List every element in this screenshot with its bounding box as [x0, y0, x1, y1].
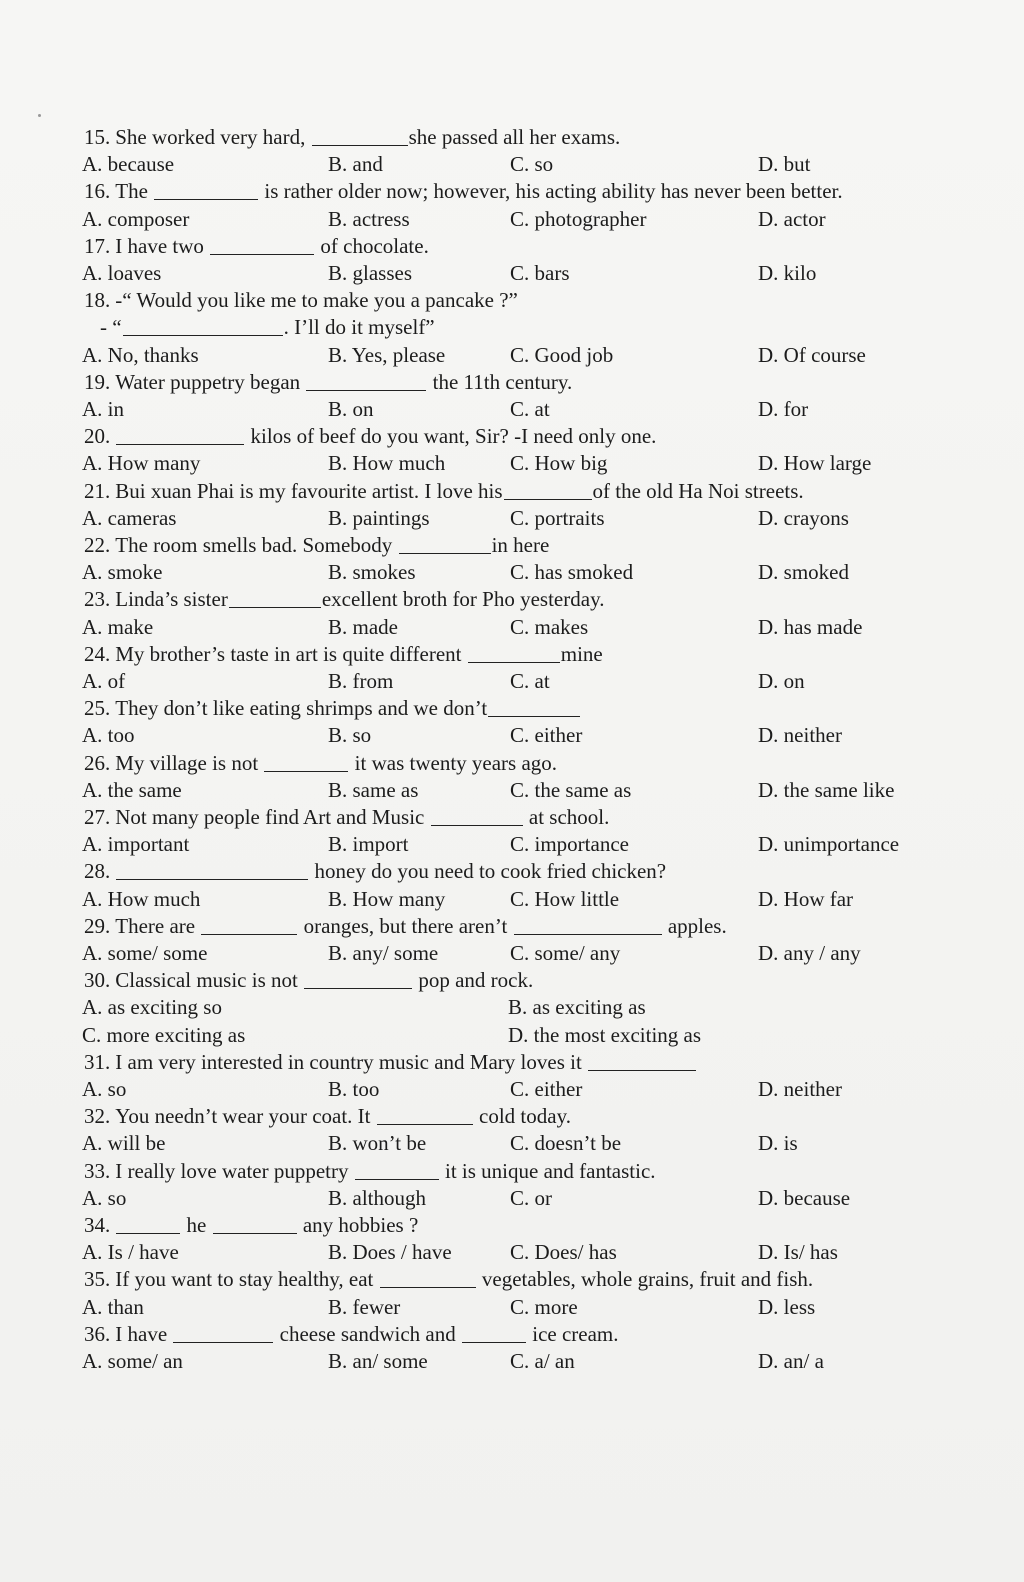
answer-option[interactable]: D. has made [758, 614, 863, 639]
answer-option[interactable]: A. cameras [82, 505, 177, 530]
answer-option[interactable]: D. kilo [758, 261, 817, 285]
question-text: is rather older now; however, his acting ability has never been better. [259, 179, 843, 204]
answer-blank[interactable] [468, 642, 560, 663]
question-text: They don’t like eating shrimps and we don’t [115, 696, 488, 721]
question-number: 29. [84, 913, 111, 938]
answer-option[interactable]: C. portraits [510, 505, 605, 530]
question-number: 24. [84, 641, 111, 666]
question-reply [100, 314, 435, 341]
answer-option[interactable]: A. Is / have [82, 1240, 179, 1265]
question-text: I really love water puppetry [115, 1158, 354, 1183]
question-text: Linda’s sister [115, 587, 228, 612]
answer-option[interactable]: A. as exciting so [82, 995, 222, 1020]
question-text: - “ [100, 315, 122, 340]
answer-option[interactable]: B. actress [328, 206, 410, 231]
question-number: 31. [84, 1049, 111, 1074]
question-text: If you want to stay healthy, eat [115, 1267, 379, 1292]
answer-blank[interactable] [210, 234, 314, 255]
answer-option[interactable]: B. How many [328, 886, 446, 911]
answer-option[interactable]: D. Is/ has [758, 1240, 838, 1265]
question-number: 22. [84, 533, 111, 557]
question-stem [84, 1103, 571, 1130]
question-text: She worked very hard, [115, 125, 311, 149]
answer-blank[interactable] [173, 1322, 273, 1343]
answer-option[interactable]: B. made [328, 614, 398, 639]
question-text: at school. [523, 805, 610, 829]
answer-option[interactable]: D. less [758, 1294, 816, 1319]
question-text: it was twenty years ago. [349, 750, 558, 775]
question-number: 17. [84, 233, 111, 258]
question-text: in here [491, 533, 550, 557]
answer-option[interactable]: C. more exciting as [82, 1022, 246, 1047]
question-stem [84, 233, 429, 260]
answer-option[interactable]: B. so [328, 723, 372, 748]
answer-option[interactable]: D. any / any [758, 941, 861, 965]
answer-option[interactable]: C. doesn’t be [510, 1131, 622, 1156]
question-stem [84, 858, 666, 885]
question-text: excellent broth for Pho yesterday. [321, 587, 605, 612]
answer-option[interactable]: B. too [328, 1077, 380, 1101]
question-text: Bui xuan Phai is my favourite artist. I love his [115, 478, 503, 503]
answer-option[interactable]: C. the same as [510, 777, 632, 802]
question-stem [84, 1321, 619, 1348]
answer-option[interactable]: A. some/ an [82, 1349, 183, 1373]
question-stem [84, 178, 843, 205]
answer-option[interactable]: B. and [328, 152, 383, 177]
answer-option[interactable]: D. is [758, 1131, 798, 1156]
question-text: There are [115, 913, 201, 938]
question-text: oranges, but there aren’t [298, 913, 513, 938]
question-text: honey do you need to cook fried chicken? [309, 859, 667, 884]
question-text: -“ Would you like me to make you a pancake ?” [115, 288, 518, 313]
question-stem [84, 750, 557, 777]
question-text: The room smells bad. Somebody [115, 533, 398, 557]
question-stem [84, 124, 620, 151]
question-text: any hobbies ? [297, 1213, 419, 1237]
question-text: cheese sandwich and [274, 1321, 461, 1346]
question-number: 30. [84, 968, 111, 993]
answer-option[interactable]: C. a/ an [510, 1349, 575, 1373]
answer-blank[interactable] [312, 125, 408, 146]
answer-option[interactable]: C. Good job [510, 342, 614, 367]
answer-option[interactable]: D. unimportance [758, 832, 900, 857]
answer-option[interactable]: B. as exciting as [508, 995, 646, 1020]
answer-option[interactable]: C. importance [510, 832, 629, 857]
question-number: 27. [84, 805, 111, 829]
answer-option[interactable]: C. makes [510, 614, 589, 639]
question-text: Water puppetry began [115, 369, 306, 394]
answer-option[interactable]: B. won’t be [328, 1131, 427, 1156]
answer-option[interactable]: B. fewer [328, 1294, 401, 1319]
answer-blank[interactable] [355, 1159, 439, 1180]
answer-option[interactable]: C. either [510, 1077, 583, 1101]
answer-option[interactable]: C. so [510, 152, 554, 177]
answer-option[interactable]: A. than [82, 1294, 144, 1319]
answer-blank[interactable] [123, 315, 283, 336]
question-text: of chocolate. [315, 233, 429, 258]
question-number: 36. [84, 1321, 111, 1346]
question-stem [84, 369, 572, 396]
question-text: he [181, 1213, 212, 1237]
answer-option[interactable]: A. too [82, 723, 135, 748]
question-stem [84, 967, 533, 994]
answer-option[interactable]: D. smoked [758, 560, 849, 585]
answer-blank[interactable] [154, 179, 258, 200]
answer-option[interactable]: A. so [82, 1077, 127, 1101]
answer-option[interactable]: D. How large [758, 451, 872, 476]
answer-option[interactable]: C. at [510, 669, 550, 693]
answer-option[interactable]: C. How little [510, 886, 620, 911]
answer-option[interactable]: B. although [328, 1185, 426, 1210]
answer-option[interactable]: D. for [758, 397, 809, 421]
answer-blank[interactable] [462, 1322, 526, 1343]
question-text: My village is not [115, 750, 264, 775]
answer-blank[interactable] [504, 479, 592, 500]
answer-option[interactable]: B. any/ some [328, 941, 439, 965]
answer-blank[interactable] [488, 696, 580, 717]
question-stem [84, 1158, 656, 1185]
answer-option[interactable]: D. Of course [758, 342, 866, 367]
question-stem [84, 532, 549, 559]
question-stem [84, 1212, 418, 1239]
question-text: kilos of beef do you want, Sir? -I need only one. [245, 424, 657, 449]
answer-option[interactable]: B. paintings [328, 505, 430, 530]
answer-option[interactable]: B. glasses [328, 261, 412, 285]
question-text: Classical music is not [115, 968, 304, 993]
answer-option[interactable]: A. important [82, 832, 190, 857]
answer-option[interactable]: B. same as [328, 777, 419, 802]
answer-option[interactable]: D. the same like [758, 777, 895, 802]
answer-option[interactable]: C. or [510, 1185, 552, 1210]
question-text: of the old Ha Noi streets. [592, 478, 804, 503]
question-text: cold today. [473, 1104, 571, 1129]
answer-option[interactable]: C. either [510, 723, 583, 748]
answer-option[interactable]: D. neither [758, 723, 842, 748]
question-stem [84, 586, 604, 613]
question-stem [84, 423, 656, 450]
answer-blank[interactable] [377, 1104, 473, 1125]
question-number: 19. [84, 369, 111, 394]
answer-option[interactable]: A. How many [82, 451, 201, 476]
question-stem [84, 287, 518, 314]
answer-option[interactable]: B. import [328, 832, 409, 857]
question-text: vegetables, whole grains, fruit and fish. [476, 1267, 814, 1292]
answer-option[interactable]: C. at [510, 397, 550, 421]
answer-option[interactable]: A. smoke [82, 560, 163, 585]
question-stem [84, 478, 804, 505]
answer-option[interactable]: D. because [758, 1185, 851, 1210]
question-stem [84, 641, 603, 668]
question-text: I have two [115, 233, 210, 258]
answer-option[interactable]: C. some/ any [510, 941, 621, 965]
question-text: . I’ll do it myself” [283, 315, 435, 340]
question-number: 25. [84, 696, 111, 721]
answer-option[interactable]: C. photographer [510, 206, 647, 231]
question-number: 23. [84, 587, 111, 612]
answer-blank[interactable] [380, 1267, 476, 1288]
question-number: 18. [84, 288, 111, 313]
answer-option[interactable]: B. on [328, 397, 374, 421]
question-text: ice cream. [526, 1321, 619, 1346]
answer-option[interactable]: B. from [328, 669, 394, 693]
answer-option[interactable]: A. How much [82, 886, 201, 911]
question-number: 20. [84, 424, 111, 449]
answer-option[interactable]: D. an/ a [758, 1349, 824, 1373]
answer-option[interactable]: D. on [758, 669, 805, 693]
scan-speck [38, 114, 41, 117]
answer-blank[interactable] [306, 370, 426, 391]
answer-option[interactable]: C. Does/ has [510, 1240, 617, 1265]
answer-blank[interactable] [431, 805, 523, 826]
question-text: I am very interested in country music and Mary loves it [115, 1049, 588, 1074]
answer-option[interactable]: A. will be [82, 1131, 166, 1156]
question-number: 34. [84, 1213, 111, 1237]
answer-option[interactable]: D. How far [758, 886, 854, 911]
question-stem [84, 695, 581, 722]
question-text: I have [115, 1321, 173, 1346]
answer-option[interactable]: D. the most exciting as [508, 1022, 702, 1047]
question-number: 35. [84, 1267, 111, 1292]
answer-option[interactable]: D. but [758, 152, 811, 177]
question-number: 33. [84, 1158, 111, 1183]
answer-option[interactable]: A. make [82, 614, 154, 639]
question-text: mine [560, 641, 603, 666]
question-number: 21. [84, 478, 111, 503]
answer-option[interactable]: A. some/ some [82, 941, 208, 965]
answer-option[interactable]: C. bars [510, 261, 570, 285]
answer-option[interactable]: A. so [82, 1185, 127, 1210]
question-stem [84, 1266, 813, 1293]
question-number: 15. [84, 125, 111, 149]
answer-option[interactable]: B. Yes, please [328, 342, 446, 367]
question-text: apples. [662, 913, 727, 938]
question-text: the 11th century. [427, 369, 573, 394]
answer-blank[interactable] [116, 859, 308, 880]
question-text: pop and rock. [413, 968, 534, 993]
question-text: Not many people find Art and Music [115, 805, 430, 829]
answer-option[interactable]: A. because [82, 152, 175, 177]
answer-blank[interactable] [264, 751, 348, 772]
answer-option[interactable]: A. composer [82, 206, 190, 231]
question-text: You needn’t wear your coat. It [115, 1104, 376, 1129]
answer-option[interactable]: D. actor [758, 206, 826, 231]
answer-option[interactable]: A. No, thanks [82, 342, 199, 367]
answer-blank[interactable] [514, 914, 662, 935]
answer-blank[interactable] [399, 533, 491, 554]
answer-blank[interactable] [229, 587, 321, 608]
question-text: she passed all her exams. [408, 125, 621, 149]
answer-blank[interactable] [304, 968, 412, 989]
answer-option[interactable]: C. How big [510, 451, 608, 476]
question-number: 32. [84, 1104, 111, 1129]
answer-option[interactable]: A. the same [82, 777, 182, 802]
answer-option[interactable]: D. neither [758, 1077, 842, 1101]
question-number: 28. [84, 859, 111, 884]
answer-blank[interactable] [116, 424, 244, 445]
question-text: The [115, 179, 154, 204]
question-stem [84, 913, 727, 940]
answer-option[interactable]: B. an/ some [328, 1349, 428, 1373]
answer-option[interactable]: B. Does / have [328, 1240, 452, 1265]
answer-option[interactable]: C. has smoked [510, 560, 634, 585]
question-number: 16. [84, 179, 111, 204]
answer-blank[interactable] [213, 1213, 297, 1234]
question-text: My brother’s taste in art is quite different [115, 641, 467, 666]
answer-blank[interactable] [201, 914, 297, 935]
answer-option[interactable]: D. crayons [758, 505, 849, 530]
question-stem [84, 804, 609, 831]
answer-blank[interactable] [116, 1213, 180, 1234]
answer-option[interactable]: B. How much [328, 451, 446, 476]
answer-option[interactable]: B. smokes [328, 560, 416, 585]
question-number: 26. [84, 750, 111, 775]
question-text: it is unique and fantastic. [439, 1158, 656, 1183]
question-stem [84, 1049, 697, 1076]
answer-option[interactable]: A. in [82, 397, 124, 421]
answer-blank[interactable] [588, 1050, 696, 1071]
answer-option[interactable]: A. loaves [82, 261, 162, 285]
answer-option[interactable]: C. more [510, 1294, 578, 1319]
answer-option[interactable]: A. of [82, 669, 126, 693]
